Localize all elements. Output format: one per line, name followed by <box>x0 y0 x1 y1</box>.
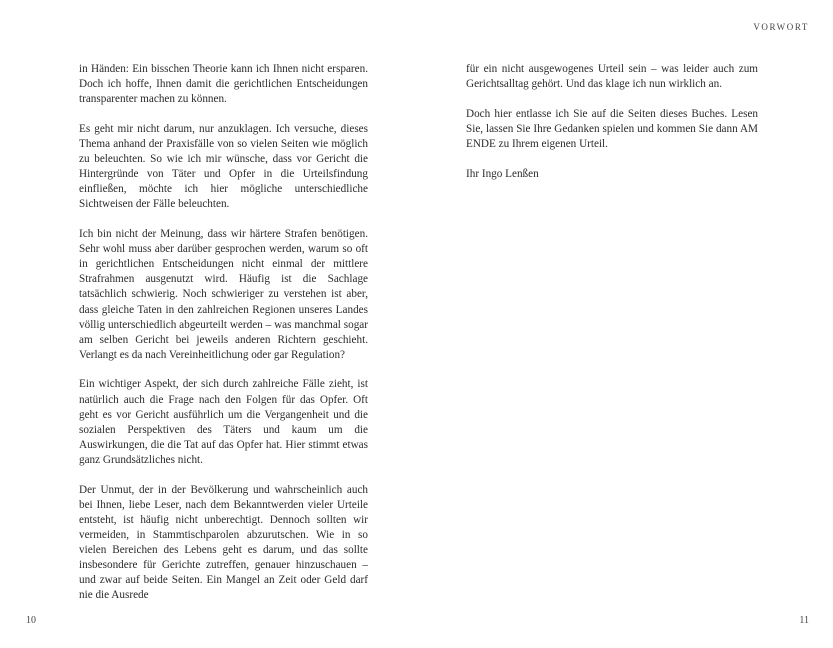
page-number-left: 10 <box>26 615 36 626</box>
paragraph: für ein nicht ausgewogenes Urteil sein – was leider auch zum Gerichtsalltag gehört. Und das klage ich nun wirklich an. <box>466 63 758 91</box>
paragraph: Ich bin nicht der Meinung, dass wir härtere Strafen benötigen. Sehr wohl muss aber darüber gesprochen werden, warum so oft in gerichtlichen Entscheidungen nicht einmal der mittlere Strafrahmen ausgenutzt wird. Häufig ist die Sachlage tatsächlich schwierig. Noch schwieriger zu verstehen ist aber, dass gleiche Taten in den zahlreichen Regionen unseres Landes völlig unterschiedlich abgeurteilt werden – was manchmal sogar am selben Gericht bei jeweils anderen Richtern geschieht. Verlangt es da nach Vereinheitlichung oder gar Regulation? <box>79 228 368 361</box>
paragraph: Doch hier entlasse ich Sie auf die Seiten dieses Buches. Lesen Sie, lassen Sie Ihre Gedanken spielen und kommen Sie dann AM ENDE zu Ihrem eigenen Urteil. <box>466 107 758 150</box>
paragraph: Der Unmut, der in der Bevölkerung und wahrscheinlich auch bei Ihnen, liebe Leser, nach dem Bekanntwerden vieler Urteile entsteht, ist häufig nicht unberechtigt. Dennoch sollten wir vermeiden, in Stammtischparolen abzurutschen. Wie in so vielen Bereichen des Lebens geht es darum, und das sollte insbesondere für Gerichte zutreffen, genauer hinzuschauen – und zwar auf beide Seiten. Ein Mangel an Zeit oder Geld darf nie die Ausrede <box>79 483 368 602</box>
left-text-column <box>79 62 368 603</box>
paragraph: Es geht mir nicht darum, nur anzuklagen. Ich versuche, dieses Thema anhand der Praxisfälle von so vielen Seiten wie möglich zu beleuchten. So wie ich mir wünsche, dass vor Gericht die Hintergründe von Täter und Opfer in die Urteilsfindung einfließen, möchte ich hier mögliche unterschiedliche Sichtweisen der Fälle beleuchten. <box>79 122 368 211</box>
running-head: VORWORT <box>753 22 809 32</box>
right-page <box>416 0 833 648</box>
signature: Ihr Ingo Lenßen <box>466 167 539 180</box>
paragraph: in Händen: Ein bisschen Theorie kann ich Ihnen nicht ersparen. Doch ich hoffe, Ihnen damit die gerichtlichen Entscheidungen transparenter machen zu können. <box>79 63 368 106</box>
paragraph: Ein wichtiger Aspekt, der sich durch zahlreiche Fälle zieht, ist natürlich auch die Frage nach den Folgen für das Opfer. Oft geht es vor Gericht ausführlich um die Vergangenheit und die sozialen Perspektiven des Täters und kaum um die Auswirkungen, die die Tat auf das Opfer hat. Hier stimmt etwas ganz Grundsätzliches nicht. <box>79 378 368 466</box>
page-number-right: 11 <box>799 615 809 626</box>
right-text-column <box>466 62 758 182</box>
left-page <box>0 0 416 648</box>
